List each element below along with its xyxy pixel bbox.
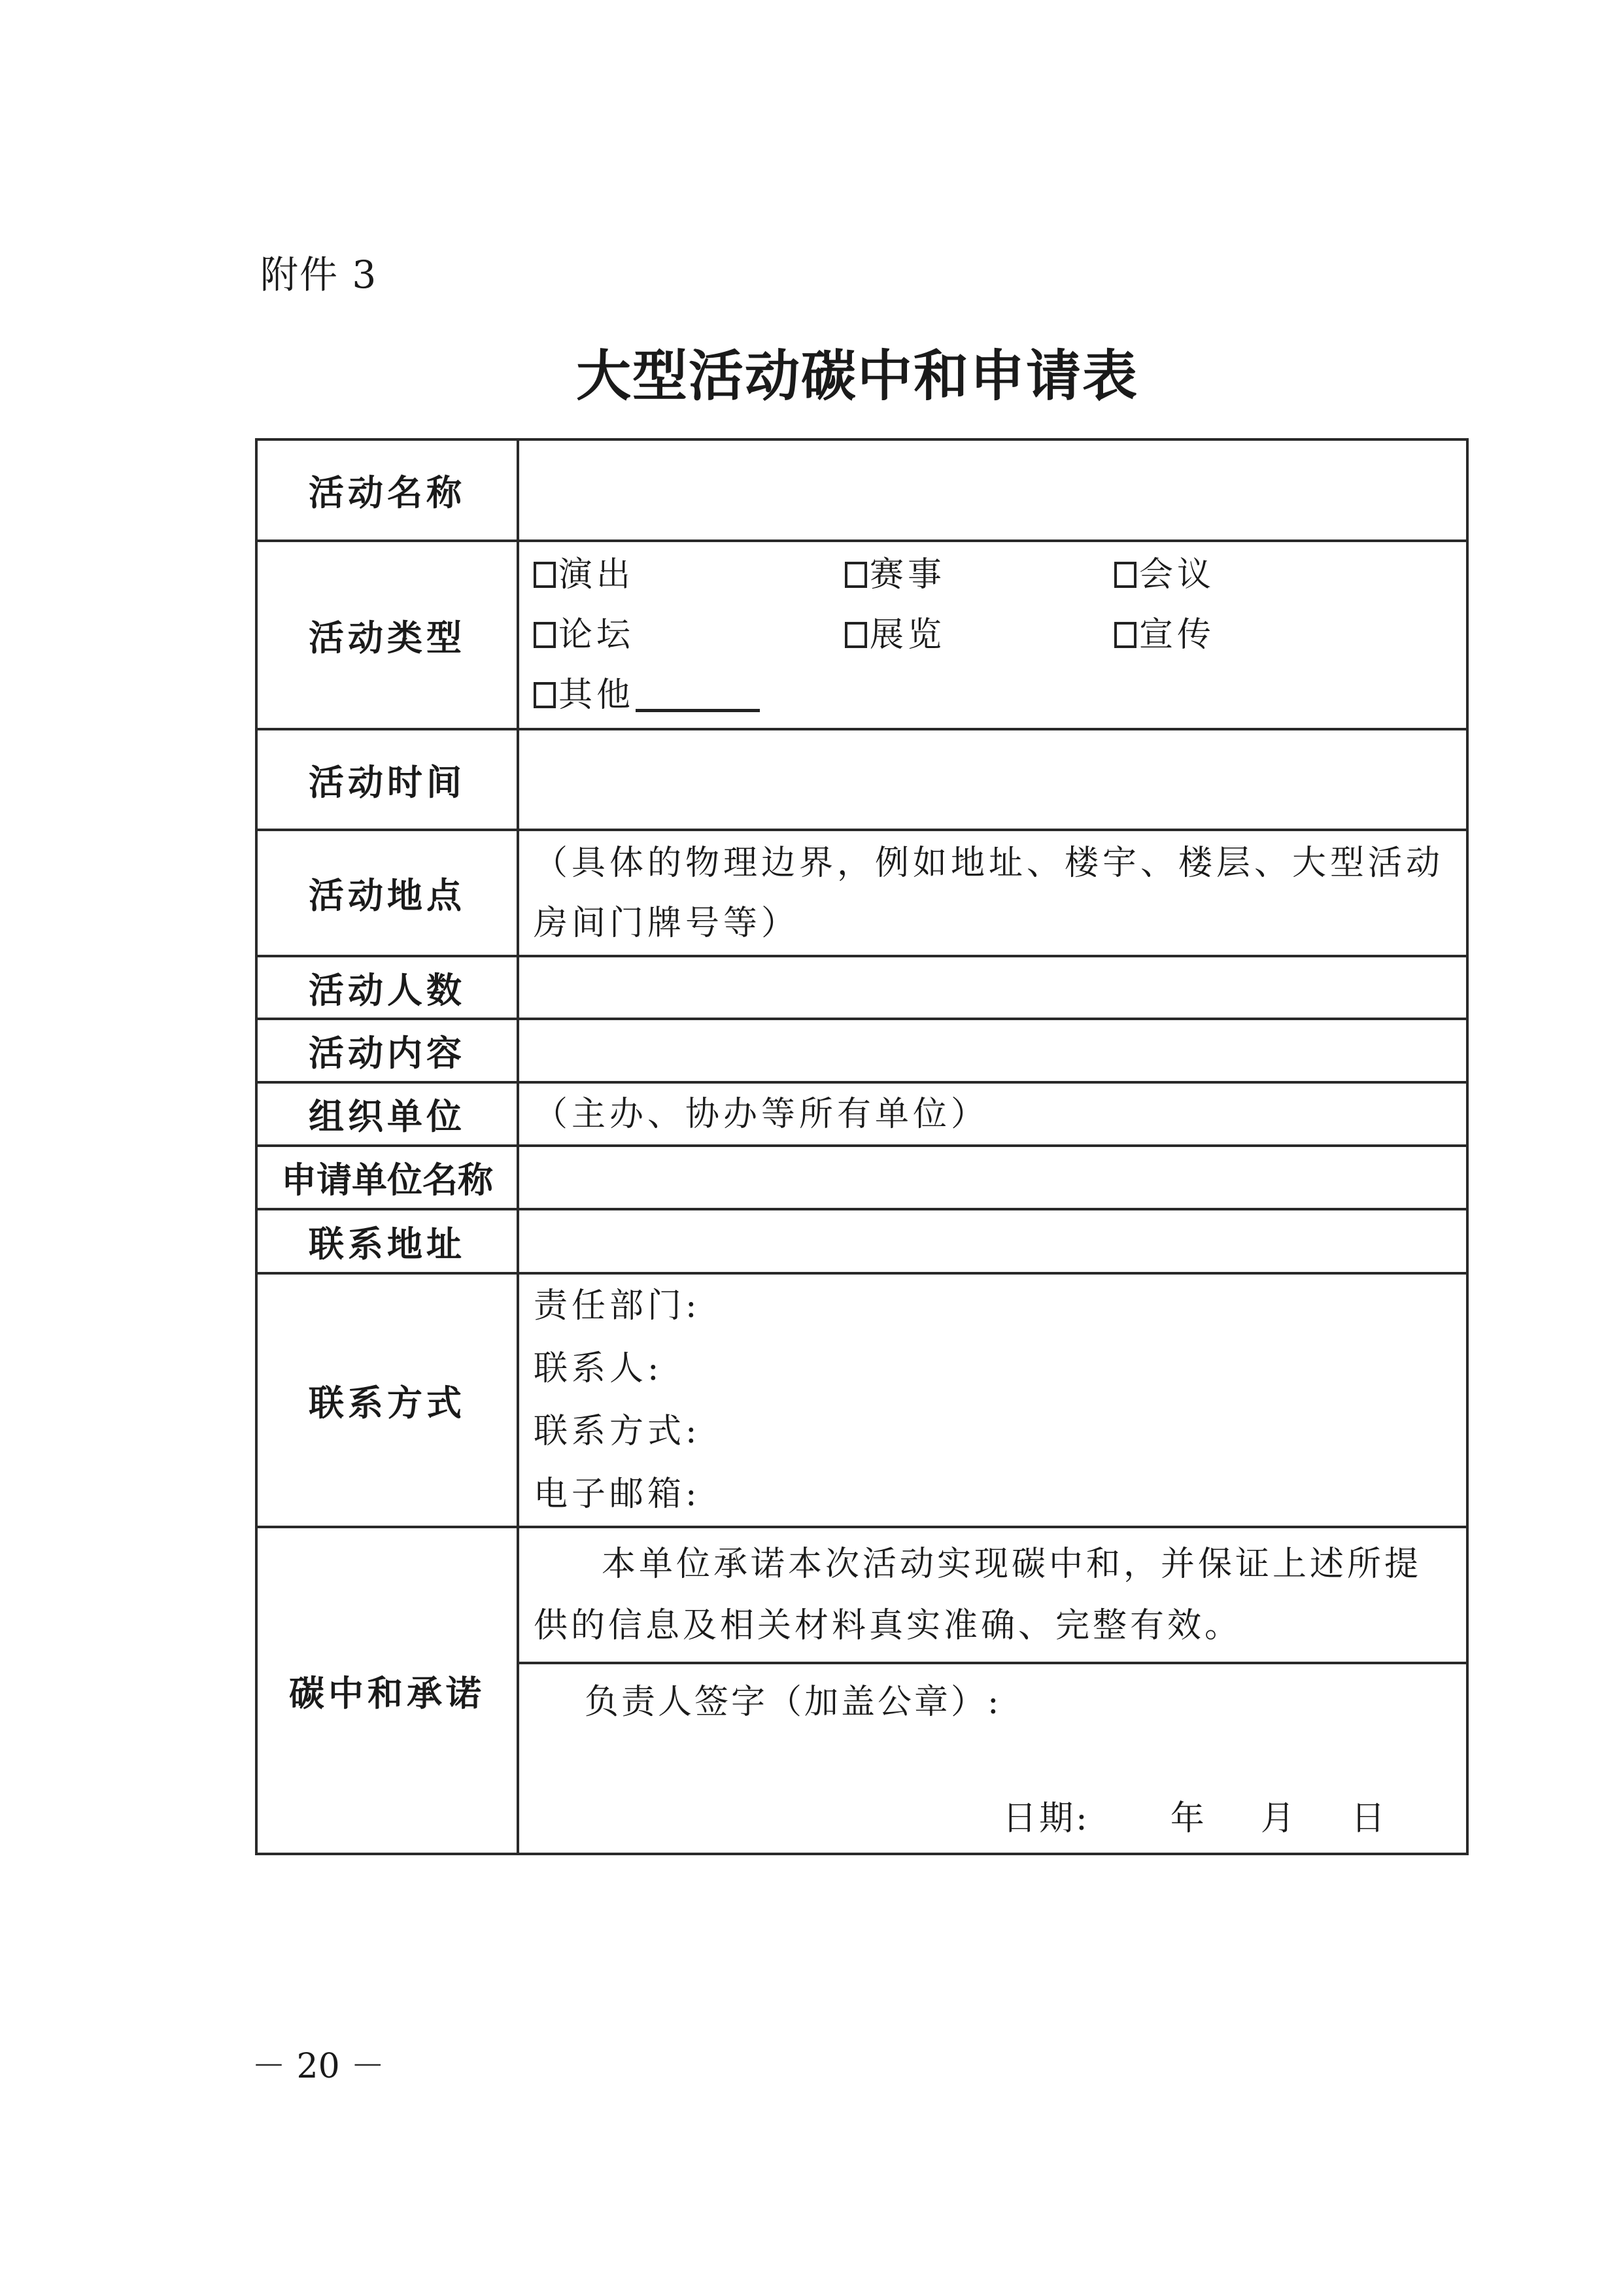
row-applicant-name — [256, 1146, 1467, 1209]
label-contact-info: 联系方式 — [256, 1273, 518, 1527]
date-label: 日期: 年 月 日 — [1002, 1799, 1388, 1838]
row-activity-type — [256, 541, 1467, 729]
checkbox-icon[interactable] — [845, 622, 867, 648]
option-publicity[interactable] — [1114, 605, 1376, 665]
organizers-hint: （主办、协办等所有单位） — [534, 1094, 989, 1134]
attendees-field[interactable] — [518, 956, 1467, 1019]
contact-info-fields — [518, 1273, 1467, 1527]
contact-person-field[interactable]: 联系人: — [534, 1349, 663, 1388]
option-conference[interactable] — [1114, 545, 1376, 605]
label-contact-address: 联系地址 — [256, 1209, 518, 1273]
row-organizers — [256, 1082, 1467, 1146]
row-activity-location — [256, 830, 1467, 956]
responsible-department-field[interactable]: 责任部门: — [534, 1286, 701, 1326]
commitment-statement-cell — [518, 1527, 1467, 1663]
label-activity-location: 活动地点 — [256, 830, 518, 956]
option-label: 其他 — [558, 676, 635, 715]
label-commitment: 碳中和承诺 — [256, 1527, 518, 1854]
location-hint: （具体的物理边界，例如地址、楼宇、楼层、大型活动房间门牌号等） — [534, 843, 1444, 943]
label-applicant-name: 申请单位名称 — [256, 1146, 518, 1209]
signature-label: 负责人签字（加盖公章）: — [585, 1683, 1002, 1722]
label-organizers: 组织单位 — [256, 1082, 518, 1146]
applicant-name-field[interactable] — [518, 1146, 1467, 1209]
activity-name-field[interactable] — [518, 439, 1467, 541]
signature-cell[interactable] — [518, 1663, 1467, 1854]
option-other[interactable] — [534, 665, 845, 725]
checkbox-icon[interactable] — [534, 562, 556, 588]
row-content — [256, 1019, 1467, 1082]
checkbox-icon[interactable] — [534, 622, 556, 648]
option-label: 论坛 — [558, 615, 635, 655]
option-label: 会议 — [1139, 555, 1216, 594]
row-attendees — [256, 956, 1467, 1019]
application-form-table — [255, 438, 1469, 1855]
activity-time-field[interactable] — [518, 729, 1467, 830]
option-label: 演出 — [558, 555, 635, 594]
contact-method-field[interactable]: 联系方式: — [534, 1412, 701, 1451]
other-blank-input[interactable] — [636, 679, 760, 712]
organizers-field[interactable] — [518, 1082, 1467, 1146]
content-field[interactable] — [518, 1019, 1467, 1082]
row-contact-address — [256, 1209, 1467, 1273]
attachment-label: 附件 3 — [260, 252, 378, 297]
activity-type-options — [518, 541, 1467, 729]
checkbox-icon[interactable] — [1114, 622, 1136, 648]
option-label: 宣传 — [1139, 615, 1216, 655]
checkbox-icon[interactable] — [1114, 562, 1136, 588]
row-activity-name — [256, 439, 1467, 541]
label-attendees: 活动人数 — [256, 956, 518, 1019]
option-forum[interactable] — [534, 605, 845, 665]
option-label: 展览 — [870, 615, 946, 655]
page-number: － 20 － — [252, 2047, 385, 2086]
commitment-statement: 本单位承诺本次活动实现碳中和，并保证上述所提供的信息及相关材料真实准确、完整有效。 — [534, 1545, 1422, 1645]
page-title: 大型活动碳中和申请表 — [575, 343, 1138, 408]
activity-location-field[interactable] — [518, 830, 1467, 956]
row-activity-time — [256, 729, 1467, 830]
option-exhibition[interactable] — [845, 605, 1114, 665]
row-contact-info — [256, 1273, 1467, 1527]
checkbox-icon[interactable] — [845, 562, 867, 588]
label-activity-name: 活动名称 — [256, 439, 518, 541]
option-performance[interactable] — [534, 545, 845, 605]
option-competition[interactable] — [845, 545, 1114, 605]
label-activity-type: 活动类型 — [256, 541, 518, 729]
row-commitment-statement — [256, 1527, 1467, 1663]
email-field[interactable]: 电子邮箱: — [534, 1475, 701, 1514]
contact-address-field[interactable] — [518, 1209, 1467, 1273]
label-activity-time: 活动时间 — [256, 729, 518, 830]
checkbox-icon[interactable] — [534, 682, 556, 708]
option-label: 赛事 — [870, 555, 946, 594]
label-content: 活动内容 — [256, 1019, 518, 1082]
